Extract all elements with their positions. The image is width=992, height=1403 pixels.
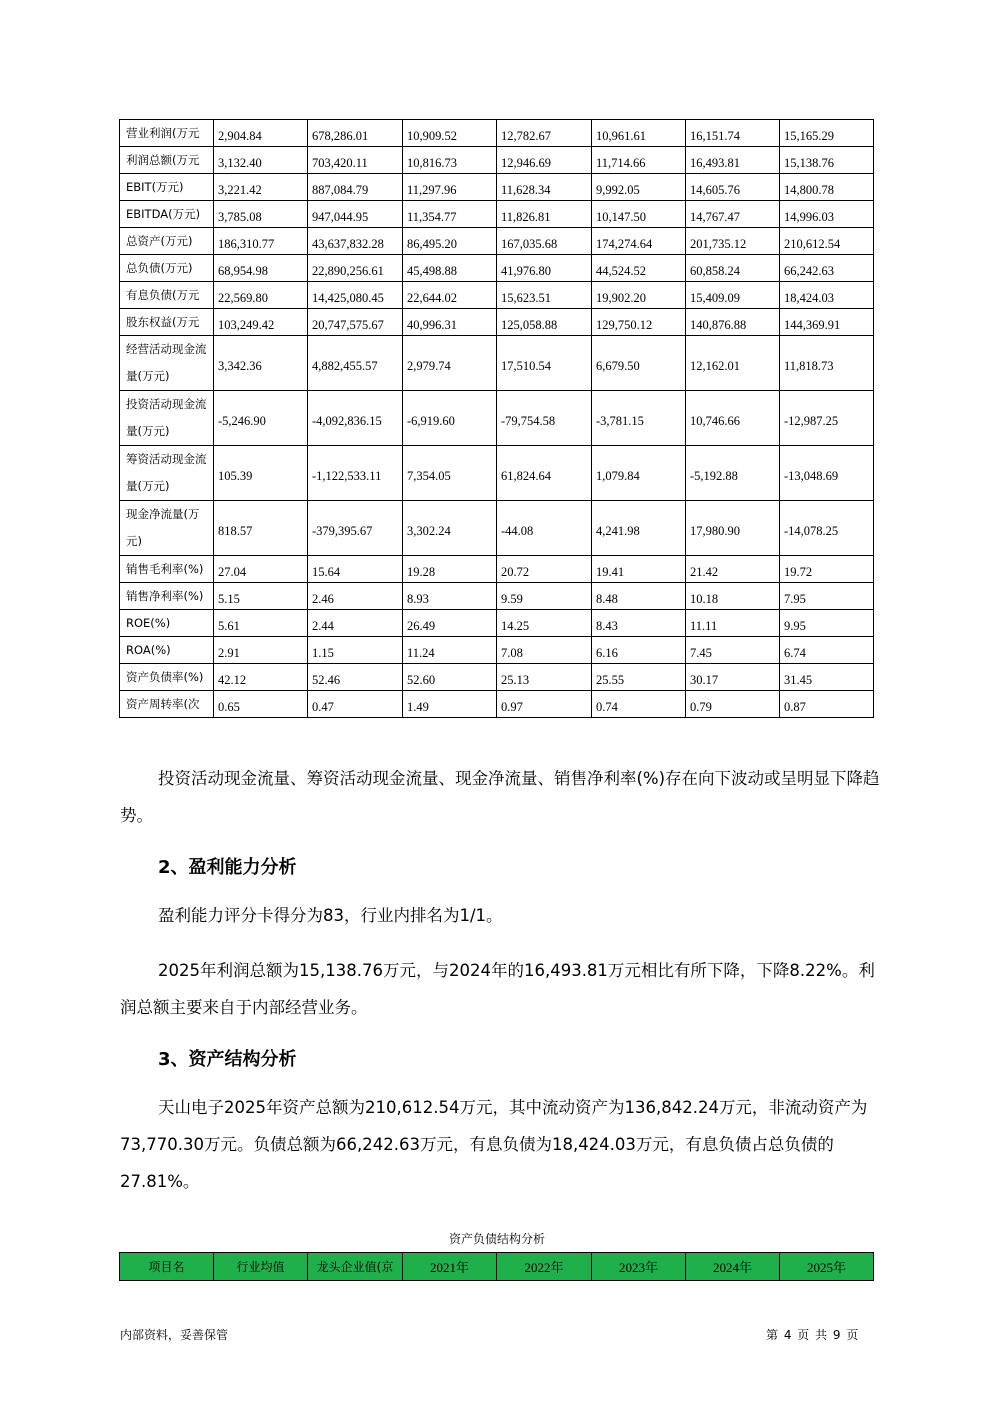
table-cell: 10,147.50 bbox=[592, 201, 686, 228]
row-label: 总资产(万元) bbox=[120, 228, 214, 255]
table-cell: 0.65 bbox=[214, 691, 308, 718]
table-cell: 15,165.29 bbox=[780, 120, 874, 147]
column-header: 行业均值 bbox=[214, 1253, 308, 1281]
table-cell: 6.16 bbox=[592, 637, 686, 664]
balance-table-header-row bbox=[120, 1253, 874, 1281]
table-cell: 678,286.01 bbox=[308, 120, 403, 147]
table-cell: 140,876.88 bbox=[686, 309, 780, 336]
table-row bbox=[120, 309, 874, 336]
table-cell: 66,242.63 bbox=[780, 255, 874, 282]
table-row bbox=[120, 255, 874, 282]
table-cell: 11,714.66 bbox=[592, 147, 686, 174]
table-row bbox=[120, 336, 874, 391]
table-cell: 14,767.47 bbox=[686, 201, 780, 228]
row-label: EBIT(万元) bbox=[120, 174, 214, 201]
table-row bbox=[120, 391, 874, 446]
table-cell: 27.04 bbox=[214, 556, 308, 583]
table-cell: 167,035.68 bbox=[497, 228, 592, 255]
balance-structure-table bbox=[119, 1252, 874, 1281]
table-cell: 10,909.52 bbox=[403, 120, 497, 147]
table-cell: 4,241.98 bbox=[592, 501, 686, 556]
table-cell: 0.74 bbox=[592, 691, 686, 718]
table-row bbox=[120, 120, 874, 147]
table-cell: 174,274.64 bbox=[592, 228, 686, 255]
table-cell: 21.42 bbox=[686, 556, 780, 583]
table-cell: 2.46 bbox=[308, 583, 403, 610]
row-label: 筹资活动现金流量(万元) bbox=[120, 446, 214, 501]
table-cell: 31.45 bbox=[780, 664, 874, 691]
table-cell: 10,746.66 bbox=[686, 391, 780, 446]
section-3-heading: 3、资产结构分析 bbox=[158, 1049, 297, 1070]
table-cell: 3,342.36 bbox=[214, 336, 308, 391]
column-header: 项目名 bbox=[120, 1253, 214, 1281]
column-header: 2021年 bbox=[403, 1253, 497, 1281]
table-cell: 19.28 bbox=[403, 556, 497, 583]
table-cell: 40,996.31 bbox=[403, 309, 497, 336]
table-cell: 947,044.95 bbox=[308, 201, 403, 228]
column-header: 龙头企业值(京 bbox=[308, 1253, 403, 1281]
table-cell: 103,249.42 bbox=[214, 309, 308, 336]
table-cell: 11,818.73 bbox=[780, 336, 874, 391]
table-cell: 44,524.52 bbox=[592, 255, 686, 282]
table-cell: 86,495.20 bbox=[403, 228, 497, 255]
table-cell: 26.49 bbox=[403, 610, 497, 637]
row-label: 利润总额(万元 bbox=[120, 147, 214, 174]
table-cell: 22,644.02 bbox=[403, 282, 497, 309]
table-cell: 17,980.90 bbox=[686, 501, 780, 556]
table-cell: 14,605.76 bbox=[686, 174, 780, 201]
financial-indicator-table bbox=[119, 119, 874, 718]
column-header: 2025年 bbox=[780, 1253, 874, 1281]
table-cell: 15,623.51 bbox=[497, 282, 592, 309]
table-cell: 8.93 bbox=[403, 583, 497, 610]
table-cell: 2.44 bbox=[308, 610, 403, 637]
table-cell: 22,890,256.61 bbox=[308, 255, 403, 282]
table-cell: 11,826.81 bbox=[497, 201, 592, 228]
table-cell: 1.49 bbox=[403, 691, 497, 718]
table-cell: 2.91 bbox=[214, 637, 308, 664]
table-cell: 43,637,832.28 bbox=[308, 228, 403, 255]
table-cell: 9.59 bbox=[497, 583, 592, 610]
table-cell: 7,354.05 bbox=[403, 446, 497, 501]
table-cell: 61,824.64 bbox=[497, 446, 592, 501]
table-cell: -79,754.58 bbox=[497, 391, 592, 446]
table-cell: -5,192.88 bbox=[686, 446, 780, 501]
table-cell: 8.48 bbox=[592, 583, 686, 610]
table-cell: 3,132.40 bbox=[214, 147, 308, 174]
table-cell: 2,979.74 bbox=[403, 336, 497, 391]
balance-table-caption: 资产负债结构分析 bbox=[448, 1232, 545, 1246]
table-cell: 45,498.88 bbox=[403, 255, 497, 282]
table-cell: 105.39 bbox=[214, 446, 308, 501]
table-row bbox=[120, 147, 874, 174]
table-cell: 887,084.79 bbox=[308, 174, 403, 201]
table-cell: -13,048.69 bbox=[780, 446, 874, 501]
table-cell: 15.64 bbox=[308, 556, 403, 583]
table-cell: -12,987.25 bbox=[780, 391, 874, 446]
table-cell: 0.97 bbox=[497, 691, 592, 718]
table-cell: 10,961.61 bbox=[592, 120, 686, 147]
table-row bbox=[120, 556, 874, 583]
row-label: 销售毛利率(%) bbox=[120, 556, 214, 583]
profit-total-paragraph: 2025年利润总额为15,138.76万元，与2024年的16,493.81万元相比有所下降，下降8.22%。利润总额主要来自于内部经营业务。 bbox=[120, 961, 875, 1017]
row-label: 投资活动现金流量(万元) bbox=[120, 391, 214, 446]
table-cell: 3,221.42 bbox=[214, 174, 308, 201]
table-cell: 11,628.34 bbox=[497, 174, 592, 201]
table-cell: 129,750.12 bbox=[592, 309, 686, 336]
row-label: 营业利润(万元 bbox=[120, 120, 214, 147]
trend-paragraph: 投资活动现金流量、筹资活动现金流量、现金净流量、销售净利率(%)存在向下波动或呈明显下降趋势。 bbox=[120, 769, 880, 825]
table-row bbox=[120, 583, 874, 610]
table-cell: 18,424.03 bbox=[780, 282, 874, 309]
row-label: 资产周转率(次 bbox=[120, 691, 214, 718]
table-cell: -1,122,533.11 bbox=[308, 446, 403, 501]
footer-page-number: 第 4 页 共 9 页 bbox=[766, 1328, 859, 1342]
table-cell: 17,510.54 bbox=[497, 336, 592, 391]
table-cell: 11.24 bbox=[403, 637, 497, 664]
table-row bbox=[120, 664, 874, 691]
table-cell: 20,747,575.67 bbox=[308, 309, 403, 336]
section-2-heading: 2、盈利能力分析 bbox=[158, 857, 297, 878]
table-cell: 14,425,080.45 bbox=[308, 282, 403, 309]
row-label: 总负债(万元) bbox=[120, 255, 214, 282]
table-cell: 7.08 bbox=[497, 637, 592, 664]
table-row bbox=[120, 691, 874, 718]
table-cell: 5.61 bbox=[214, 610, 308, 637]
table-cell: 16,151.74 bbox=[686, 120, 780, 147]
table-row bbox=[120, 610, 874, 637]
table-cell: 60,858.24 bbox=[686, 255, 780, 282]
column-header: 2023年 bbox=[592, 1253, 686, 1281]
table-cell: 0.87 bbox=[780, 691, 874, 718]
table-cell: 52.60 bbox=[403, 664, 497, 691]
table-cell: -3,781.15 bbox=[592, 391, 686, 446]
table-cell: 22,569.80 bbox=[214, 282, 308, 309]
table-cell: 7.45 bbox=[686, 637, 780, 664]
table-row bbox=[120, 446, 874, 501]
table-cell: 14.25 bbox=[497, 610, 592, 637]
table-cell: 19,902.20 bbox=[592, 282, 686, 309]
asset-structure-paragraph: 天山电子2025年资产总额为210,612.54万元，其中流动资产为136,842.24万元，非流动资产为73,770.30万元。负债总额为66,242.63万元，有息负债为18,424.03万元，有息负债占总负债的27.81%。 bbox=[120, 1098, 868, 1191]
table-cell: -6,919.60 bbox=[403, 391, 497, 446]
row-label: ROA(%) bbox=[120, 637, 214, 664]
table-cell: 9,992.05 bbox=[592, 174, 686, 201]
row-label: 销售净利率(%) bbox=[120, 583, 214, 610]
table-cell: 1,079.84 bbox=[592, 446, 686, 501]
table-cell: 20.72 bbox=[497, 556, 592, 583]
table-cell: 19.72 bbox=[780, 556, 874, 583]
footer-confidential-note: 内部资料，妥善保管 bbox=[120, 1328, 229, 1342]
table-cell: 6,679.50 bbox=[592, 336, 686, 391]
table-cell: 210,612.54 bbox=[780, 228, 874, 255]
table-cell: 30.17 bbox=[686, 664, 780, 691]
table-cell: 19.41 bbox=[592, 556, 686, 583]
row-label: ROE(%) bbox=[120, 610, 214, 637]
table-cell: 12,782.67 bbox=[497, 120, 592, 147]
table-cell: 6.74 bbox=[780, 637, 874, 664]
table-cell: 0.79 bbox=[686, 691, 780, 718]
table-cell: 3,302.24 bbox=[403, 501, 497, 556]
table-cell: 818.57 bbox=[214, 501, 308, 556]
table-cell: -5,246.90 bbox=[214, 391, 308, 446]
table-cell: 42.12 bbox=[214, 664, 308, 691]
table-cell: 10,816.73 bbox=[403, 147, 497, 174]
table-cell: 11,297.96 bbox=[403, 174, 497, 201]
table-cell: 2,904.84 bbox=[214, 120, 308, 147]
table-cell: 41,976.80 bbox=[497, 255, 592, 282]
table-cell: 15,409.09 bbox=[686, 282, 780, 309]
table-cell: 68,954.98 bbox=[214, 255, 308, 282]
table-cell: 11,354.77 bbox=[403, 201, 497, 228]
table-row bbox=[120, 174, 874, 201]
row-label: 经营活动现金流量(万元) bbox=[120, 336, 214, 391]
row-label: 有息负债(万元 bbox=[120, 282, 214, 309]
table-cell: 14,996.03 bbox=[780, 201, 874, 228]
table-cell: 14,800.78 bbox=[780, 174, 874, 201]
table-cell: 125,058.88 bbox=[497, 309, 592, 336]
table-cell: 12,946.69 bbox=[497, 147, 592, 174]
column-header: 2024年 bbox=[686, 1253, 780, 1281]
table-cell: 16,493.81 bbox=[686, 147, 780, 174]
table-row bbox=[120, 637, 874, 664]
table-cell: 5.15 bbox=[214, 583, 308, 610]
table-cell: 8.43 bbox=[592, 610, 686, 637]
row-label: 资产负债率(%) bbox=[120, 664, 214, 691]
profitability-score-paragraph: 盈利能力评分卡得分为83，行业内排名为1/1。 bbox=[158, 906, 503, 925]
table-cell: 201,735.12 bbox=[686, 228, 780, 255]
row-label: EBITDA(万元) bbox=[120, 201, 214, 228]
table-row bbox=[120, 228, 874, 255]
table-cell: 703,420.11 bbox=[308, 147, 403, 174]
table-cell: 12,162.01 bbox=[686, 336, 780, 391]
table-cell: -44.08 bbox=[497, 501, 592, 556]
column-header: 2022年 bbox=[497, 1253, 592, 1281]
table-row bbox=[120, 282, 874, 309]
table-cell: 25.13 bbox=[497, 664, 592, 691]
table-row bbox=[120, 201, 874, 228]
table-cell: 1.15 bbox=[308, 637, 403, 664]
table-cell: 7.95 bbox=[780, 583, 874, 610]
table-cell: 3,785.08 bbox=[214, 201, 308, 228]
row-label: 股东权益(万元 bbox=[120, 309, 214, 336]
table-cell: -379,395.67 bbox=[308, 501, 403, 556]
table-cell: 4,882,455.57 bbox=[308, 336, 403, 391]
table-row bbox=[120, 501, 874, 556]
table-cell: 15,138.76 bbox=[780, 147, 874, 174]
table-cell: -14,078.25 bbox=[780, 501, 874, 556]
table-cell: 10.18 bbox=[686, 583, 780, 610]
table-cell: 144,369.91 bbox=[780, 309, 874, 336]
table-cell: 186,310.77 bbox=[214, 228, 308, 255]
table-cell: 0.47 bbox=[308, 691, 403, 718]
table-cell: 9.95 bbox=[780, 610, 874, 637]
table-cell: -4,092,836.15 bbox=[308, 391, 403, 446]
table-cell: 52.46 bbox=[308, 664, 403, 691]
table-cell: 11.11 bbox=[686, 610, 780, 637]
table-cell: 25.55 bbox=[592, 664, 686, 691]
row-label: 现金净流量(万元) bbox=[120, 501, 214, 556]
